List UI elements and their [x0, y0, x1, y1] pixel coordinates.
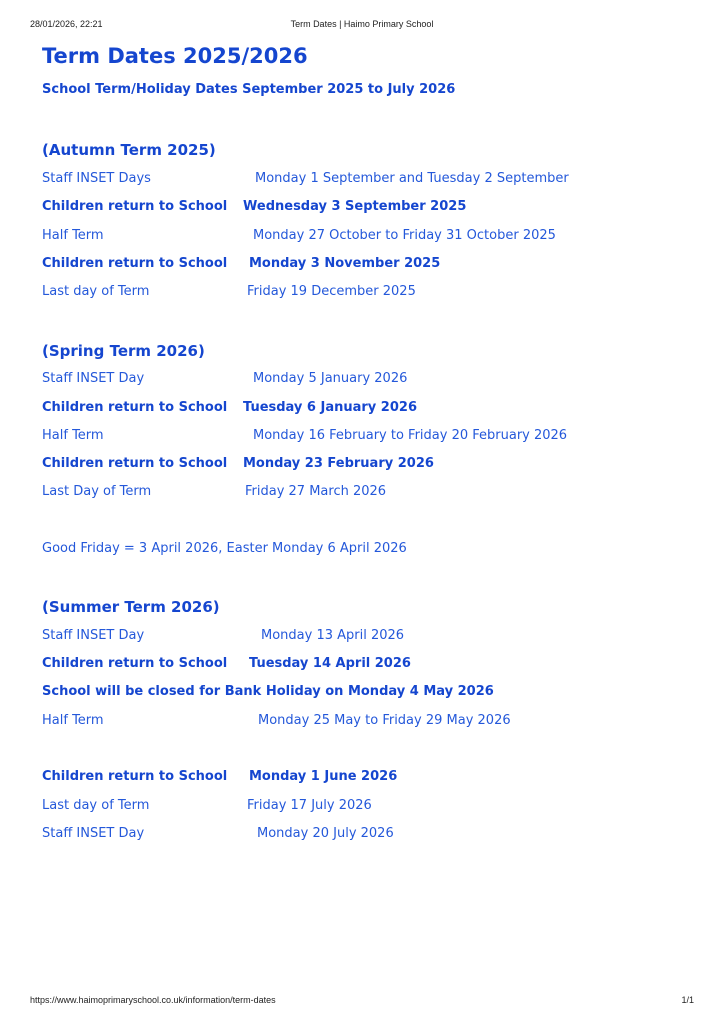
spring-row-label: Half Term	[42, 428, 104, 443]
summer-row-value: Monday 13 April 2026	[261, 628, 405, 643]
print-page-title: Term Dates | Haimo Primary School	[290, 19, 434, 29]
summer-row-label: Last day of Term	[42, 798, 150, 813]
autumn-row-label: Last day of Term	[42, 284, 150, 299]
autumn-row-label: Staff INSET Days	[42, 171, 151, 186]
summer-row-label: Children return to School	[42, 656, 228, 671]
autumn-row-label: Children return to School	[42, 256, 228, 271]
autumn-row-value: Monday 3 November 2025	[249, 256, 441, 271]
summer-row-value: Monday 1 June 2026	[249, 769, 398, 784]
summer-row-label: Staff INSET Day	[42, 628, 145, 643]
spring-row-value: Friday 27 March 2026	[245, 484, 387, 499]
autumn-row-label: Children return to School	[42, 199, 228, 214]
easter-note: Good Friday = 3 April 2026, Easter Monday 6 April 2026	[42, 541, 407, 556]
print-datetime: 28/01/2026, 22:21	[30, 19, 103, 29]
spring-row-label: Last Day of Term	[42, 484, 152, 499]
summer-row-label: Half Term	[42, 713, 104, 728]
page-title: Term Dates 2025/2026	[42, 44, 308, 68]
print-page-number: 1/1	[681, 995, 694, 1005]
summer-term-heading: (Summer Term 2026)	[42, 598, 220, 616]
spring-term-heading: (Spring Term 2026)	[42, 342, 205, 360]
summer-row-value: Monday 25 May to Friday 29 May 2026	[258, 713, 511, 728]
autumn-row-value: Monday 1 September and Tuesday 2 September	[255, 171, 569, 186]
page-subtitle: School Term/Holiday Dates September 2025 to July 2026	[42, 82, 456, 97]
autumn-row-value: Friday 19 December 2025	[247, 284, 416, 299]
autumn-row-value: Monday 27 October to Friday 31 October 2025	[253, 228, 556, 243]
spring-row-value: Monday 23 February 2026	[243, 456, 434, 471]
spring-row-value: Tuesday 6 January 2026	[243, 400, 417, 415]
summer-row-value: Friday 17 July 2026	[247, 798, 372, 813]
spring-row-label: Children return to School	[42, 400, 228, 415]
summer-row-label: Staff INSET Day	[42, 826, 145, 841]
summer-row-value: Monday 20 July 2026	[257, 826, 394, 841]
summer-row-value: Tuesday 14 April 2026	[249, 656, 411, 671]
summer-row-label: Children return to School	[42, 769, 228, 784]
spring-row-value: Monday 5 January 2026	[253, 371, 408, 386]
autumn-row-label: Half Term	[42, 228, 104, 243]
spring-row-value: Monday 16 February to Friday 20 February 2026	[253, 428, 568, 443]
autumn-term-heading: (Autumn Term 2025)	[42, 141, 216, 159]
print-url: https://www.haimoprimaryschool.co.uk/information/term-dates	[30, 995, 276, 1005]
bank-holiday-note: School will be closed for Bank Holiday on Monday 4 May 2026	[42, 684, 494, 699]
spring-row-label: Staff INSET Day	[42, 371, 145, 386]
spring-row-label: Children return to School	[42, 456, 228, 471]
autumn-row-value: Wednesday 3 September 2025	[243, 199, 467, 214]
